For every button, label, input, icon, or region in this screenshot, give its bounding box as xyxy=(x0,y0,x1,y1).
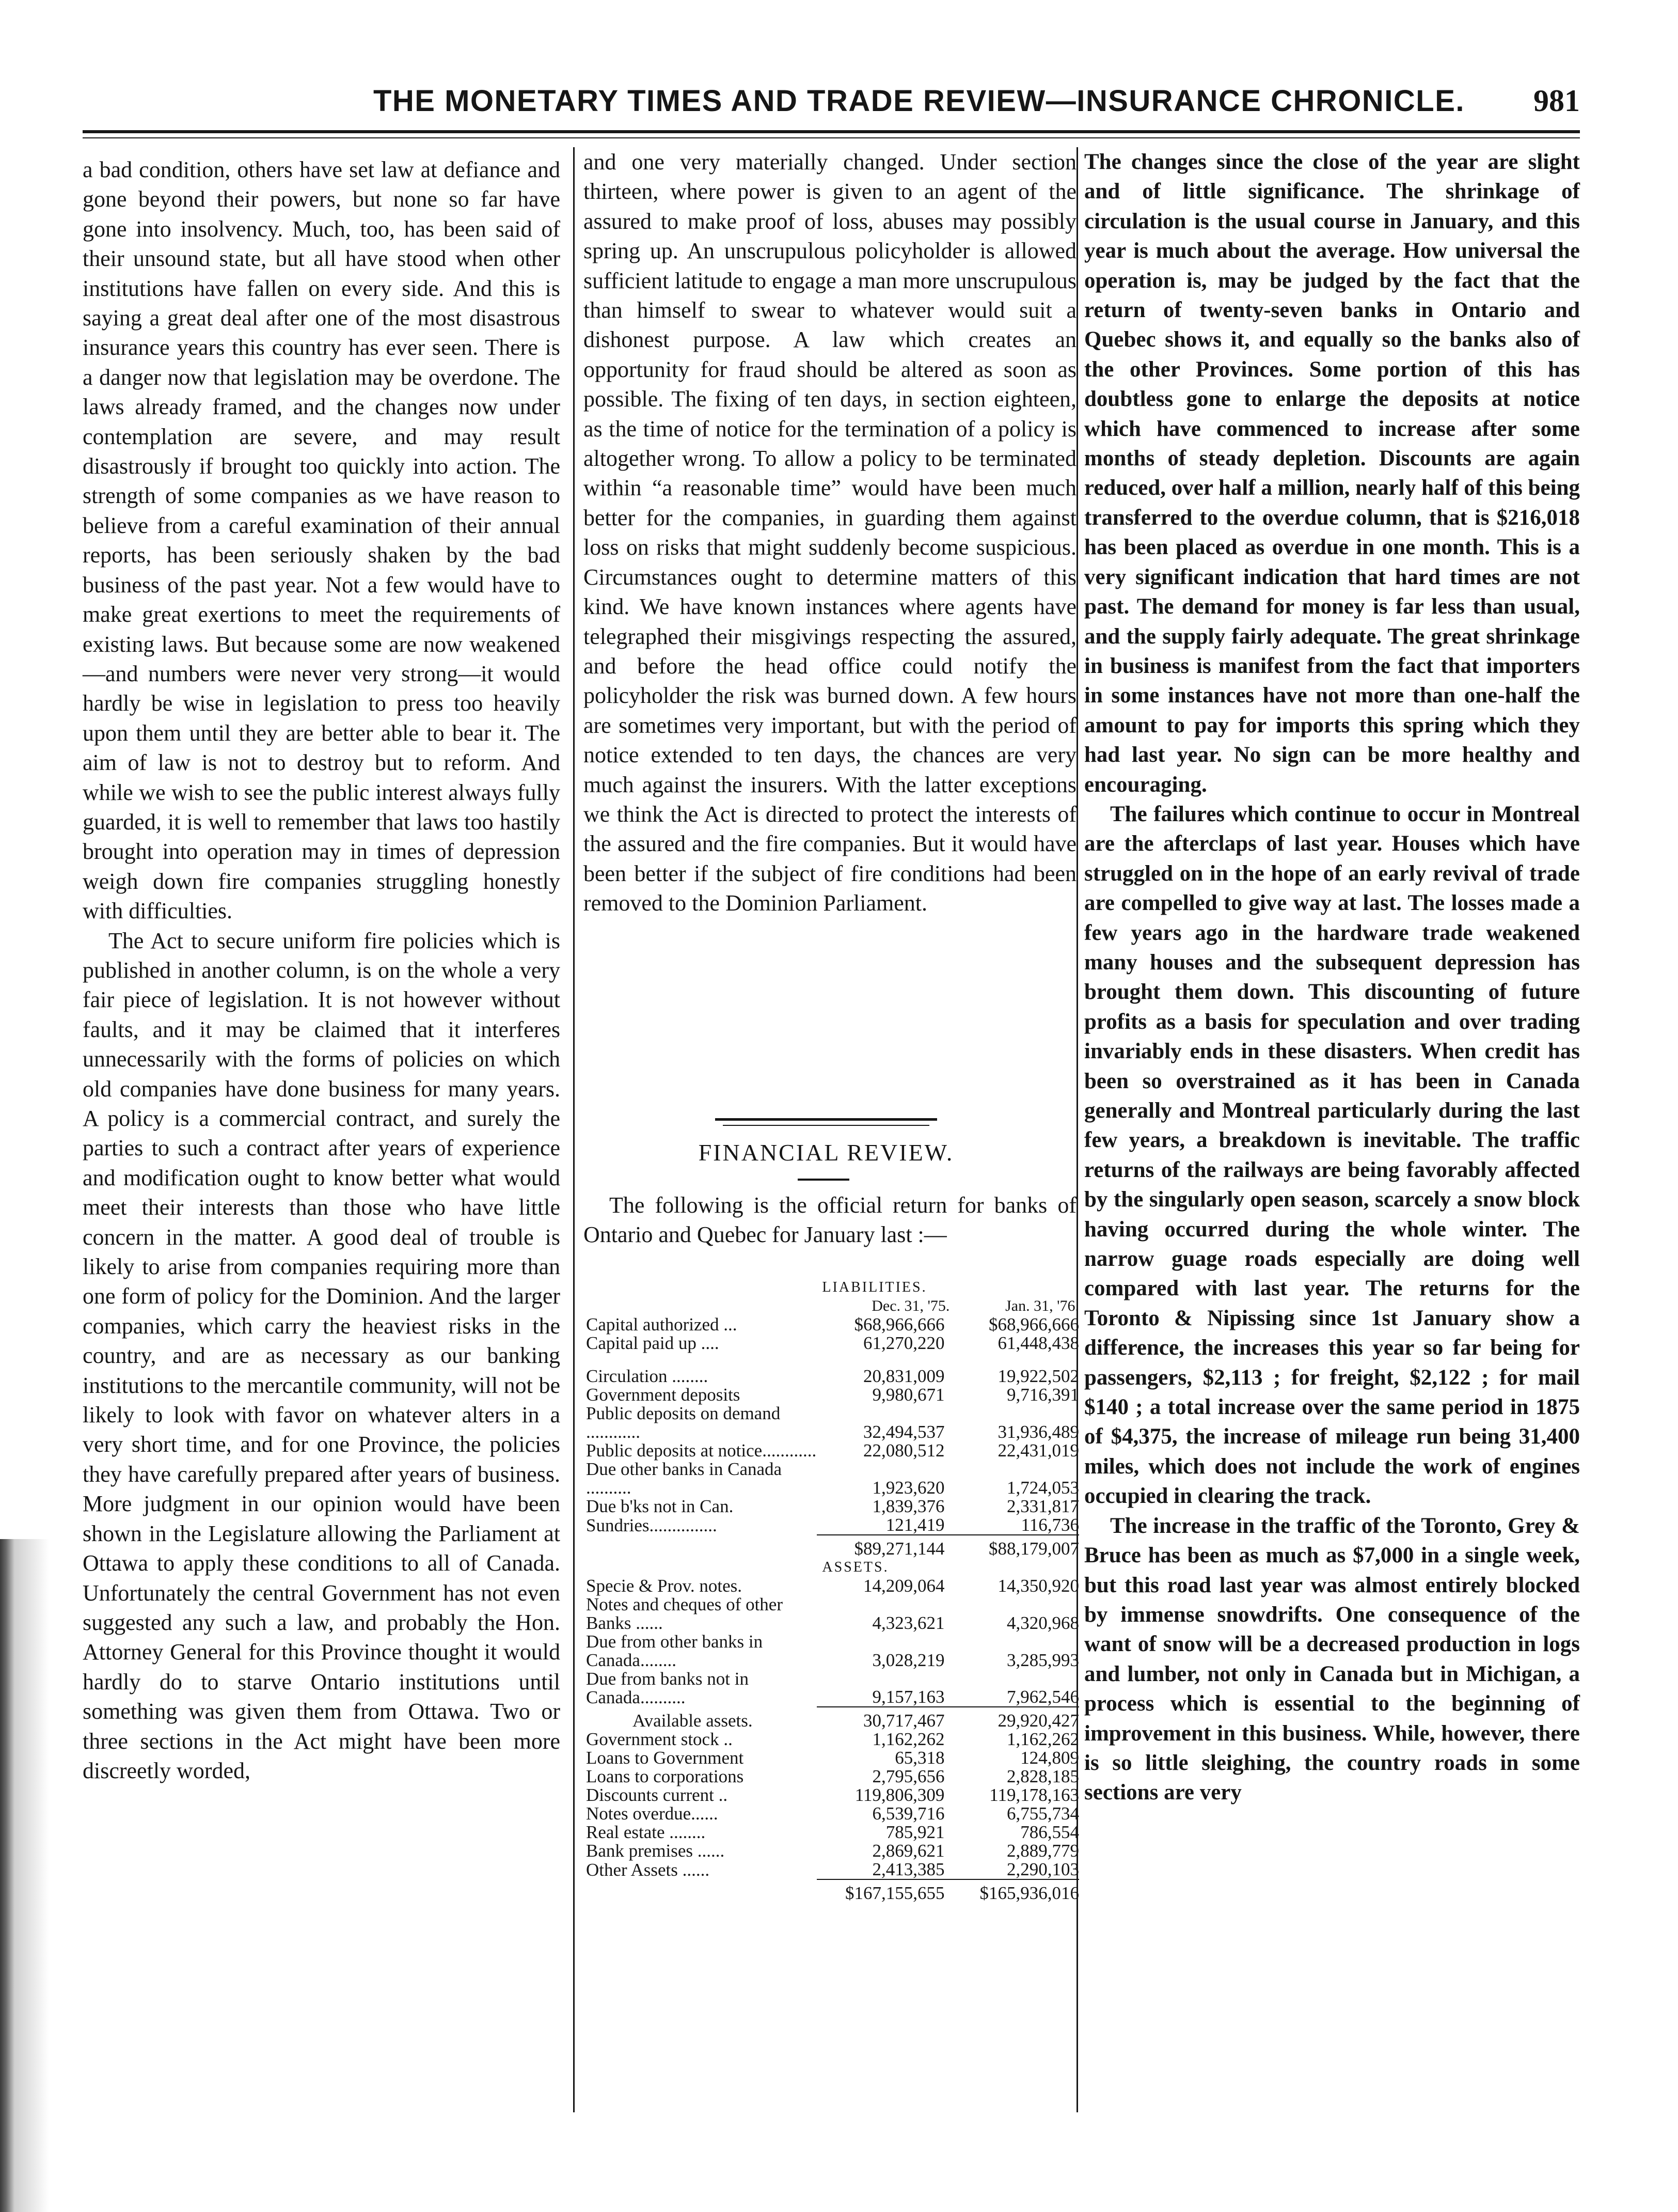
row-value-jan: 61,448,438 xyxy=(998,1333,1079,1353)
row-value-dec: 3,028,219 xyxy=(872,1650,945,1670)
row-label: Public deposits on demand ............ xyxy=(586,1403,781,1442)
row-value-jan: 14,350,920 xyxy=(998,1576,1079,1596)
bank-return-table xyxy=(586,1278,1079,1903)
row-value-dec: 20,831,009 xyxy=(863,1366,945,1386)
row-label: Bank premises ...... xyxy=(586,1841,725,1861)
table-row xyxy=(586,1730,1079,1749)
table-row xyxy=(586,1805,1079,1823)
assets-heading: ASSETS. xyxy=(822,1559,889,1575)
table-row xyxy=(586,1460,1079,1497)
right-paragraph-2: The failures which continue to occur in Montreal are the afterclaps of last year. Houses which have struggled on in the hope of an early revival of trade are compelled to give way at last. The losses made a few years ago in the hardware trade weakened many houses and the subsequent depression has brought them down. This discounting of future profits as a basis for speculation and over trading invariably ends in these disasters. When credit has been so overstrained as it has been in Canada generally and Montreal particularly during the last few years, a breakdown is inevitable. The traffic returns of the railways are being favorably affected by the singularly open season, scarcely a snow block having occurred during the whole winter. The narrow guage roads especially are doing well compared with last year. The returns for the Toronto & Nipissing since 1st January show a difference, the increases this year so far being for passengers, $2,113 ; for freight, $2,122 ; for mail $140 ; a total increase over the same period in 1875 of $4,375, the increase of mileage run being 31,400 miles, which does not include the work of engines occupied in clearing the track. xyxy=(1084,802,1580,1509)
table-row xyxy=(586,1786,1079,1805)
row-value-dec: 61,270,220 xyxy=(863,1333,945,1353)
row-value-dec: 785,921 xyxy=(885,1822,945,1842)
row-label: Real estate ........ xyxy=(586,1822,706,1842)
liabilities-total-dec: $89,271,144 xyxy=(817,1535,949,1558)
row-label: Notes overdue...... xyxy=(586,1803,718,1824)
available-assets-jan: 29,920,427 xyxy=(949,1707,1079,1730)
row-value-dec: 65,318 xyxy=(895,1748,945,1768)
row-value-jan: 22,431,019 xyxy=(998,1440,1079,1461)
row-value-jan: 2,331,817 xyxy=(1007,1496,1079,1516)
row-value-jan: 1,724,053 xyxy=(1007,1478,1079,1498)
row-value-jan: 116,736 xyxy=(1021,1515,1079,1535)
row-value-jan: 2,290,103 xyxy=(1007,1859,1079,1879)
row-value-dec: 9,980,671 xyxy=(872,1385,945,1405)
row-value-dec: 2,869,621 xyxy=(872,1841,945,1861)
row-value-jan: 31,936,489 xyxy=(998,1422,1079,1442)
row-value-dec: $68,966,666 xyxy=(854,1314,945,1335)
row-label: Loans to Government xyxy=(586,1748,744,1768)
financial-review-rule-short xyxy=(798,1179,849,1181)
row-label: Discounts current .. xyxy=(586,1785,728,1805)
table-row xyxy=(586,1633,1079,1670)
column-left-text xyxy=(83,155,560,1785)
row-label: Notes and cheques of other Banks ...... xyxy=(586,1594,783,1633)
row-value-dec: 6,539,716 xyxy=(872,1803,945,1824)
financial-review-title: FINANCIAL REVIEW. xyxy=(698,1139,954,1166)
page-header-title: THE MONETARY TIMES AND TRADE REVIEW—INSURANCE CHRONICLE. xyxy=(373,84,1465,118)
row-label: Government stock .. xyxy=(586,1729,733,1749)
table-row xyxy=(586,1670,1079,1707)
column-right-text xyxy=(1084,147,1580,1808)
available-assets-row xyxy=(586,1707,1079,1730)
table-row xyxy=(586,1860,1079,1879)
row-value-jan: 1,162,262 xyxy=(1007,1729,1079,1749)
financial-review-rule-top-thin xyxy=(723,1125,929,1126)
liabilities-heading: LIABILITIES. xyxy=(822,1279,927,1295)
row-label: Circulation ........ xyxy=(586,1366,708,1386)
table-row xyxy=(586,1767,1079,1786)
row-value-dec: 14,209,064 xyxy=(863,1576,945,1596)
table-row xyxy=(586,1497,1079,1516)
available-assets-dec: 30,717,467 xyxy=(817,1707,949,1730)
row-label: Due from banks not in Canada.......... xyxy=(586,1669,749,1707)
left-paragraph-1: a bad condition, others have set law at defiance and gone beyond their powers, but none so far have gone into insolvency. Much, too, has been said of their unsound state, but all have stood when other institutions have fallen on every side. And this is saying a great deal after one of the most disastrous insurance years this country has ever seen. There is a danger now that legislation may be overdone. The laws already framed, and the changes now under contemplation are severe, and may result disastrously if brought too quickly into action. The strength of some companies as we have reason to believe from a careful examination of their annual reports, has been seriously shaken by the bad business of the past year. Not a few would have to make great exertions to meet the requirements of existing laws. But because some are now weakened—and numbers were never very strong—it would hardly be wise in legislation to press too heavily upon them until they are better able to bear it. The aim of law is not to destroy but to reform. And while we wish to see the public interest always fully guarded, it is well to remember that laws too hastily brought into operation may in times of depression weigh down fire companies struggling honestly with difficulties. xyxy=(83,157,560,924)
table-row xyxy=(586,1315,1079,1334)
row-value-jan: 119,178,163 xyxy=(989,1785,1079,1805)
row-value-dec: 1,162,262 xyxy=(872,1729,945,1749)
row-value-jan: 786,554 xyxy=(1020,1822,1079,1842)
header-rule-thin xyxy=(83,137,1580,138)
table-row xyxy=(586,1842,1079,1860)
row-label: Due b'ks not in Can. xyxy=(586,1496,734,1516)
table-row xyxy=(586,1404,1079,1441)
assets-total-row xyxy=(586,1879,1079,1903)
table-row xyxy=(586,1577,1079,1595)
middle-paragraph-1: and one very materially changed. Under section thirteen, where power is given to an agent of the assured to make proof of loss, abuses may possibly spring up. An unscrupulous policyholder is allowed sufficient latitude to engage a man more unscrupulous than himself to swear to whatever would suit a dishonest purpose. A law which creates an opportunity for fraud should be altered as soon as possible. The fixing of ten days, in section eighteen, as the time of notice for the termination of a policy is altogether wrong. To allow a policy to be terminated within “a reasonable time” would have been much better for the companies, in guarding them against loss on risks that might suddenly become suspicious. Circumstances ought to determine matters of this kind. We have known instances where agents have telegraphed their misgivings respecting the assured, and before the head office could notify the policyholder the risk was burned down. A few hours are sometimes very important, but with the period of notice extended to ten days, the chances are very much against the insurers. With the latter exceptions we think the Act is directed to protect the interests of the assured and the fire companies. But it would have been better if the subject of fire conditions had been removed to the Dominion Parliament. xyxy=(583,149,1077,916)
row-value-jan: 3,285,993 xyxy=(1007,1650,1079,1670)
row-value-dec: 1,923,620 xyxy=(872,1478,945,1498)
column-divider-left xyxy=(573,147,575,2112)
row-value-dec: 2,413,385 xyxy=(872,1859,945,1879)
table-row xyxy=(586,1367,1079,1386)
row-label: Capital authorized ... xyxy=(586,1314,737,1335)
scan-binding-edge xyxy=(0,1539,49,2212)
left-paragraph-2: The Act to secure uniform fire policies which is published in another column, is on the whole a very fair piece of legislation. It is not however without faults, and it may be claimed that it interferes unnecessarily with the forms of policies on which old companies have done business for many years. A policy is a commercial contract, and surely the parties to such a contract after years of experience and modification ought to know better what would meet their interests than those who have little concern in the matter. A good deal of trouble is likely to arise from companies requiring more than one form of policy for the Dominion. And the larger companies, which carry the heaviest risks in the country, and are as necessary as our banking institutions to the mercantile community, will not be likely to look with favor on whatever alters in a very short time, and for one Province, the policies they have carefully prepared after years of business. More judgment in our opinion would have been shown in the Legislature allowing the Parliament at Ottawa to apply these conditions to all of Canada. Unfortunately the central Government has not even suggested any such a law, and probably the Hon. Attorney General for this Province thought it would hardly do to starve Ontario institutions until something was given them from Ottawa. Two or three sections in the Act might have been more discreetly worded, xyxy=(83,928,560,1783)
table-row xyxy=(586,1749,1079,1767)
row-label: Capital paid up .... xyxy=(586,1333,719,1353)
assets-total-jan: $165,936,016 xyxy=(949,1879,1079,1903)
row-value-dec: 4,323,621 xyxy=(872,1613,945,1633)
row-value-dec: 32,494,537 xyxy=(863,1422,945,1442)
row-label: Public deposits at notice............ xyxy=(586,1440,817,1461)
row-value-jan: 2,889,779 xyxy=(1007,1841,1079,1861)
row-value-dec: 119,806,309 xyxy=(854,1785,945,1805)
row-value-jan: 9,716,391 xyxy=(1007,1385,1079,1405)
row-value-dec: 9,157,163 xyxy=(872,1687,945,1707)
row-value-dec: 1,839,376 xyxy=(872,1496,945,1516)
row-value-jan: $68,966,666 xyxy=(989,1314,1079,1335)
row-value-jan: 124,809 xyxy=(1020,1748,1079,1768)
row-value-dec: 2,795,656 xyxy=(872,1766,945,1786)
row-value-jan: 7,962,546 xyxy=(1007,1687,1079,1707)
col2-heading: Jan. 31, '76. xyxy=(1005,1297,1079,1314)
liabilities-total-row xyxy=(586,1535,1079,1558)
row-value-jan: 4,320,968 xyxy=(1007,1613,1079,1633)
row-label: Due other banks in Canada .......... xyxy=(586,1459,782,1498)
column-middle-text xyxy=(583,147,1077,918)
assets-total-dec: $167,155,655 xyxy=(817,1879,949,1903)
financial-review-rule-top xyxy=(715,1118,937,1121)
row-label: Sundries............... xyxy=(586,1515,717,1535)
right-paragraph-3: The increase in the traffic of the Toronto, Grey & Bruce has been as much as $7,000 in a single week, but this road last year was almost entirely blocked by immense snowdrifts. One consequence of the want of snow will be a decreased production in logs and lumber, not only in Canada but in Michigan, a process which is essential to the beginning of improvement in this business. While, however, there is so little sleighing, the country roads in some sections are very xyxy=(1084,1513,1580,1805)
row-value-dec: 121,419 xyxy=(885,1515,945,1535)
row-label: Due from other banks in Canada........ xyxy=(586,1631,763,1670)
right-paragraph-1: The changes since the close of the year are slight and of little significance. The shrinkage of circulation is the usual course in January, and this year is much about the average. How universal the operation is, may be judged by the fact that the return of twenty-seven banks in Ontario and Quebec shows it, and equally so the banks also of the other Provinces. Some portion of this has doubtless gone to enlarge the deposits at notice which have commenced to increase after some months of steady depletion. Discounts are again reduced, over half a million, nearly half of this being transferred to the overdue column, that is $216,018 has been placed as overdue in one month. This is a very significant indication that hard times are not past. The demand for money is far less than usual, and the supply fairly adequate. The great shrinkage in business is manifest from the fact that importers in some instances have not more than one-half the amount to pay for imports this spring which they had last year. No sign can be more healthy and encouraging. xyxy=(1084,150,1580,797)
row-value-jan: 19,922,502 xyxy=(998,1366,1079,1386)
row-value-jan: 2,828,185 xyxy=(1007,1766,1079,1786)
table-row xyxy=(586,1823,1079,1842)
row-label: Other Assets ...... xyxy=(586,1860,710,1880)
table-row xyxy=(586,1595,1079,1633)
page-number: 981 xyxy=(1533,83,1580,118)
row-label: Available assets. xyxy=(632,1711,753,1731)
row-label: Specie & Prov. notes. xyxy=(586,1576,742,1596)
table-row xyxy=(586,1516,1079,1535)
table-row xyxy=(586,1386,1079,1404)
financial-review-intro: The following is the official return for banks of Ontario and Quebec for January last :— xyxy=(583,1193,1077,1248)
header-rule-thick xyxy=(83,130,1580,133)
row-label: Government deposits xyxy=(586,1385,740,1405)
row-value-jan: 6,755,734 xyxy=(1007,1803,1079,1824)
liabilities-total-jan: $88,179,007 xyxy=(949,1535,1079,1558)
table-row xyxy=(586,1441,1079,1460)
table-row xyxy=(586,1334,1079,1353)
row-label: Loans to corporations xyxy=(586,1766,744,1786)
row-value-dec: 22,080,512 xyxy=(863,1440,945,1461)
col1-heading: Dec. 31, '75. xyxy=(872,1297,950,1314)
